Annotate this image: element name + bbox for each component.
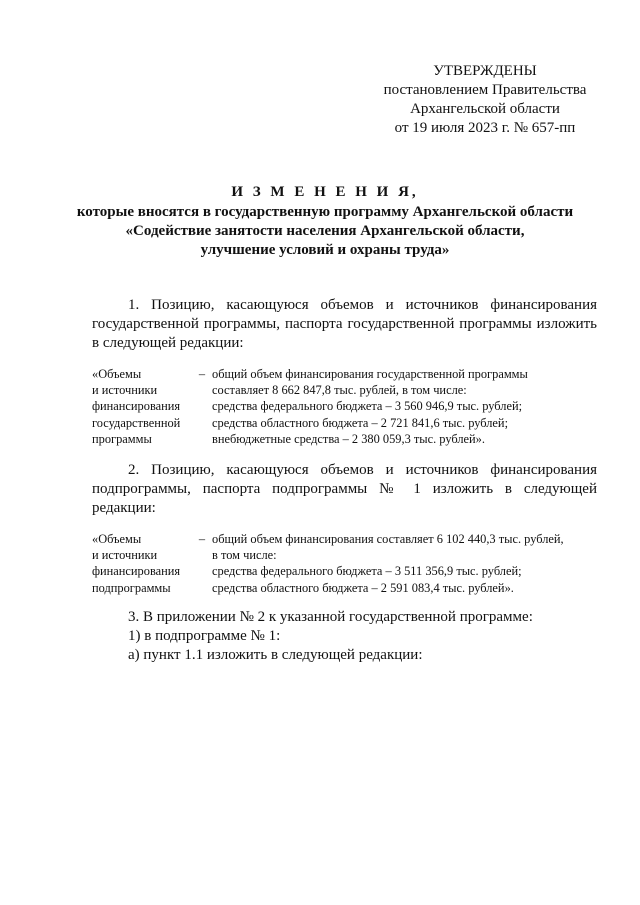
table-dash: – xyxy=(198,367,206,381)
title-line: которые вносятся в государственную программу Архангельской области xyxy=(76,204,574,220)
paragraph-3-line: 3. В приложении № 2 к указанной государственной программе: xyxy=(128,609,533,625)
table-label: «Объемы xyxy=(92,367,142,381)
table-label-column xyxy=(92,531,192,596)
table-label: финансирования xyxy=(92,564,181,579)
title-heading: И З М Е Н Е Н И Я, xyxy=(231,184,419,200)
table-value: составляет 8 662 847,8 тыс. рублей, в том числе: xyxy=(212,383,467,398)
table-label: подпрограммы xyxy=(92,580,171,595)
title-line: «Содействие занятости населения Архангельской области, xyxy=(125,223,525,239)
table-label: и источники xyxy=(92,383,158,398)
table-value-column xyxy=(212,366,602,447)
document-title xyxy=(60,183,590,260)
table-label: «Объемы xyxy=(92,532,142,546)
table-dash: – xyxy=(198,532,206,546)
table-label: финансирования xyxy=(92,399,181,414)
approval-line: УТВЕРЖДЕНЫ xyxy=(433,63,537,79)
table-value-column xyxy=(212,531,602,596)
table-label: государственной xyxy=(92,415,181,430)
table-value: общий объем финансирования государственной программы xyxy=(212,367,528,381)
table-value: в том числе: xyxy=(212,548,277,563)
table-label: программы xyxy=(92,431,152,446)
table-value: внебюджетные средства – 2 380 059,3 тыс. рублей». xyxy=(212,431,485,446)
title-line: улучшение условий и охраны труда» xyxy=(200,242,450,258)
paragraph-1: 1. Позицию, касающуюся объемов и источников финансирования государственной программы, паспорта государственной программы изложить в следующей редакции: xyxy=(92,297,597,351)
table-value: средства федерального бюджета – 3 560 946,9 тыс. рублей; xyxy=(212,399,523,414)
table-value: средства областного бюджета – 2 721 841,6 тыс. рублей; xyxy=(212,415,509,430)
table-value: средства федерального бюджета – 3 511 356,9 тыс. рублей; xyxy=(212,564,522,579)
table-value: общий объем финансирования составляет 6 102 440,3 тыс. рублей, xyxy=(212,532,564,546)
paragraph-3 xyxy=(92,608,597,665)
financing-table-program xyxy=(92,366,602,447)
approval-stamp xyxy=(370,62,600,138)
approval-line: Архангельской области xyxy=(410,101,560,117)
table-label: и источники xyxy=(92,548,158,563)
approval-line: постановлением Правительства xyxy=(383,82,587,98)
paragraph-2: 2. Позицию, касающуюся объемов и источников финансирования подпрограммы, паспорта подпрограммы № 1 изложить в следующей редакции: xyxy=(92,462,597,516)
table-value: средства областного бюджета – 2 591 083,4 тыс. рублей». xyxy=(212,580,514,595)
table-label-column xyxy=(92,366,192,447)
paragraph-3-line: а) пункт 1.1 изложить в следующей редакции: xyxy=(128,647,423,663)
paragraph-3-line: 1) в подпрограмме № 1: xyxy=(128,628,281,644)
approval-line: от 19 июля 2023 г. № 657-пп xyxy=(394,120,576,136)
financing-table-subprogram xyxy=(92,531,602,596)
